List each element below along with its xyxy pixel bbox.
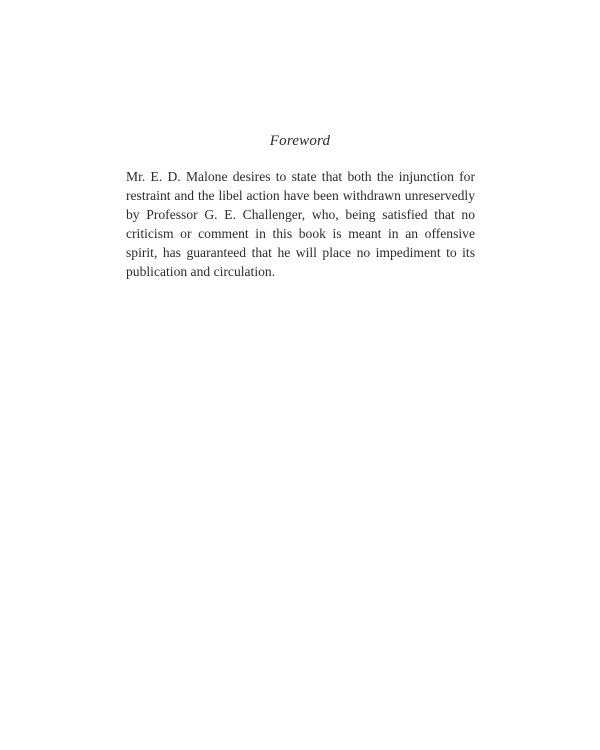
- paragraph-line: restraint and the libel action have been withdrawn unreservedly: [126, 188, 475, 203]
- paragraph-line: spirit, has guaranteed that he will place no impediment to its: [126, 245, 475, 260]
- paragraph-line: publication and circulation.: [126, 264, 276, 279]
- foreword-paragraph: [126, 167, 475, 281]
- paragraph-line: by Professor G. E. Challenger, who, being satisfied that no: [126, 207, 475, 222]
- paragraph-line: Mr. E. D. Malone desires to state that both the injunction for: [126, 169, 475, 184]
- foreword-heading: Foreword: [269, 133, 331, 149]
- paragraph-line: criticism or comment in this book is meant in an offensive: [126, 226, 475, 241]
